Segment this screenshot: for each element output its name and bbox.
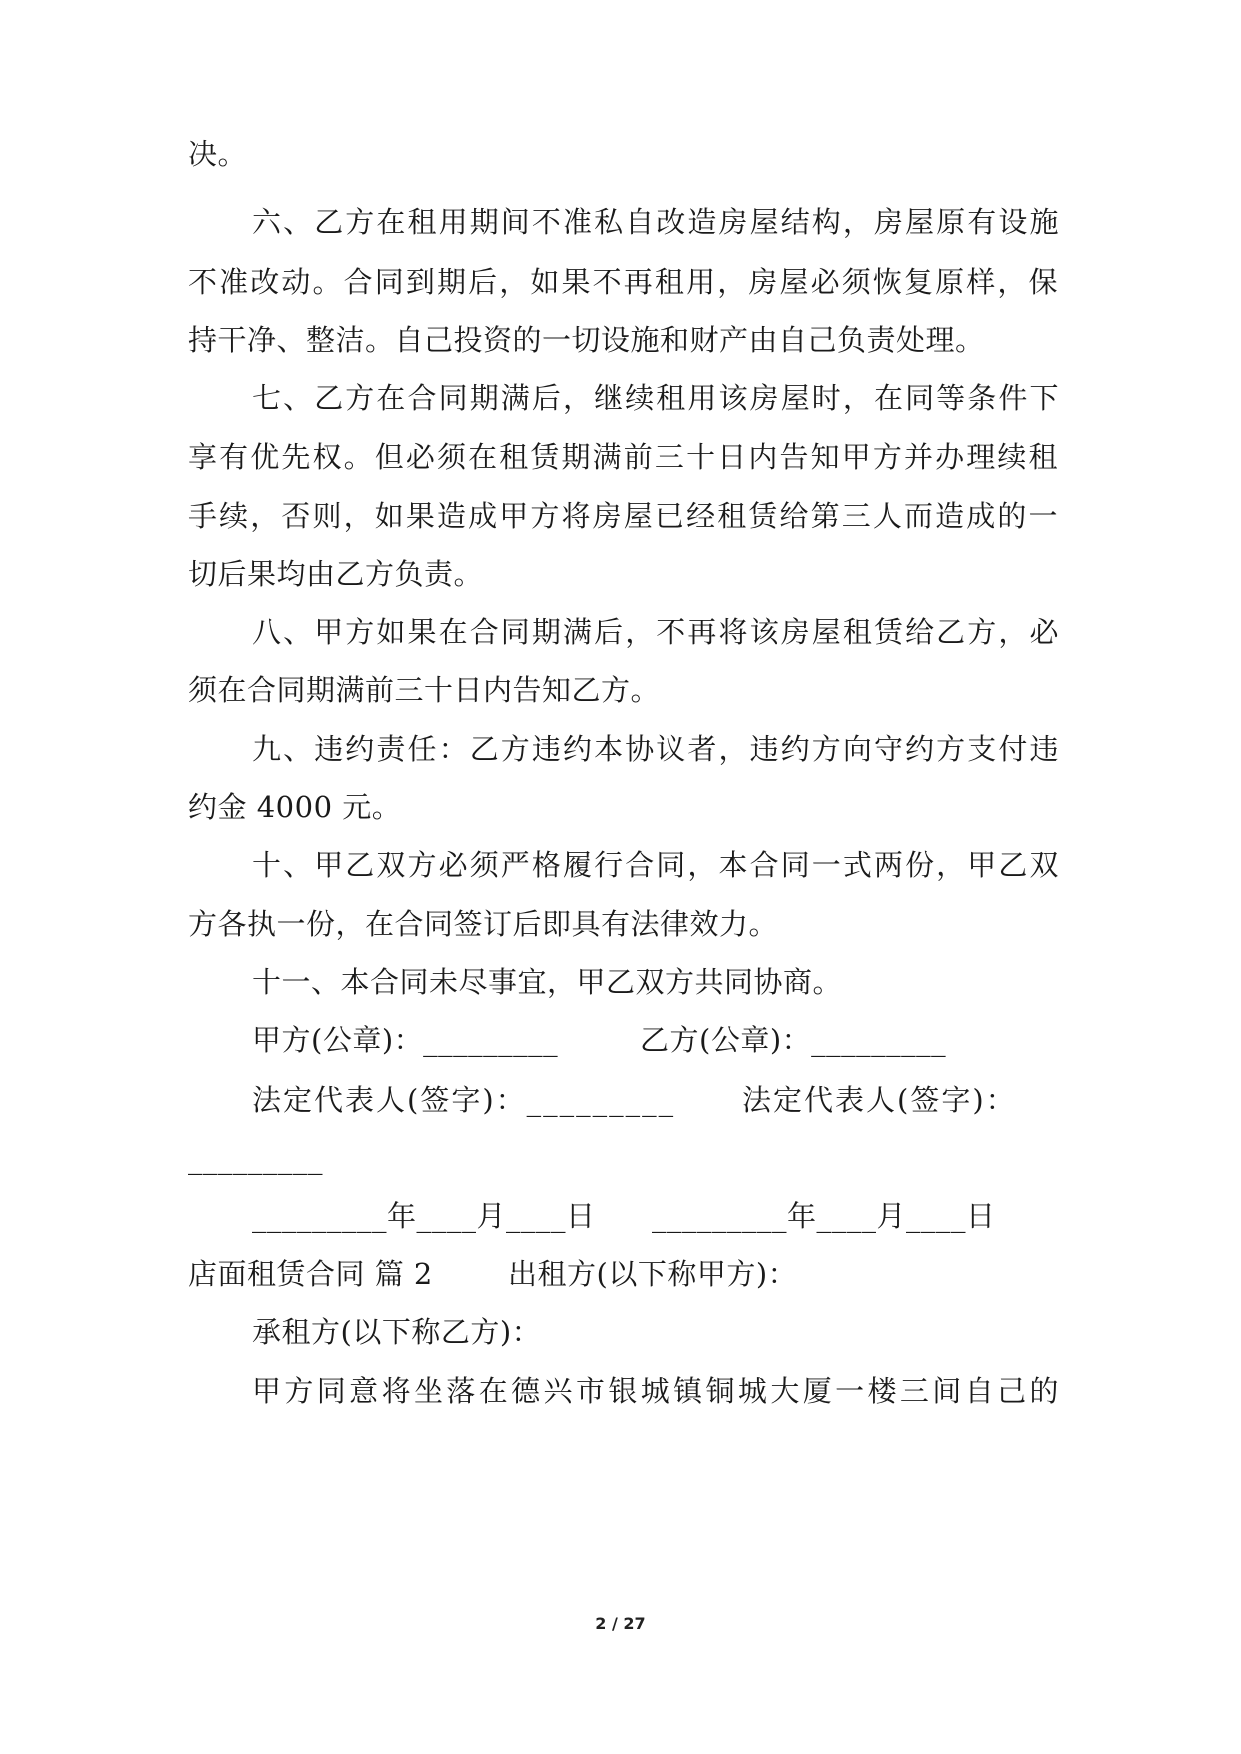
lessee-label: 承租方(以下称乙方)： xyxy=(252,1315,542,1349)
representative-b-signature: 法定代表人(签字)： xyxy=(742,1083,1017,1117)
clause-7-line-3: 手续，否则，如果造成甲方将房屋已经租赁给第三人而造成的一 xyxy=(188,499,1058,533)
clause-6-line-3: 持干净、整洁。自己投资的一切设施和财产由自己负责处理。 xyxy=(188,323,985,357)
clause-6-line-1: 六、乙方在租用期间不准私自改造房屋结构，房屋原有设施 xyxy=(252,205,1059,239)
section-first-line: 甲方同意将坐落在德兴市银城镇铜城大厦一楼三间自己的 xyxy=(252,1374,1059,1408)
clause-9-line-2: 约金 4000 元。 xyxy=(188,790,402,824)
party-a-seal: 甲方(公章)：_________ xyxy=(252,1023,559,1057)
section-title: 店面租赁合同 篇 2 xyxy=(188,1257,433,1291)
text-line-1: 决。 xyxy=(188,137,248,171)
clause-8-line-1: 八、甲方如果在合同期满后，不再将该房屋租赁给乙方，必 xyxy=(252,615,1059,649)
clause-10-line-2: 方各执一份，在合同签订后即具有法律效力。 xyxy=(188,907,779,941)
clause-6-line-2: 不准改动。合同到期后，如果不再租用，房屋必须恢复原样，保 xyxy=(188,265,1058,299)
date-party-a: _________年____月____日 xyxy=(252,1199,596,1233)
clause-7-line-1: 七、乙方在合同期满后，继续租用该房屋时，在同等条件下 xyxy=(252,381,1059,415)
clause-7-line-2: 享有优先权。但必须在租赁期满前三十日内告知甲方并办理续租 xyxy=(188,440,1058,474)
page-number: 2 / 27 xyxy=(595,1614,646,1633)
representative-b-blank: _________ xyxy=(188,1141,323,1175)
date-party-b: _________年____月____日 xyxy=(652,1199,996,1233)
clause-8-line-2: 须在合同期满前三十日内告知乙方。 xyxy=(188,673,661,707)
clause-9-line-1: 九、违约责任：乙方违约本协议者，违约方向守约方支付违 xyxy=(252,732,1059,766)
clause-7-line-4: 切后果均由乙方负责。 xyxy=(188,557,484,591)
clause-10-line-1: 十、甲乙双方必须严格履行合同，本合同一式两份，甲乙双 xyxy=(252,848,1059,882)
party-b-seal: 乙方(公章)：_________ xyxy=(640,1023,947,1057)
lessor-label: 出租方(以下称甲方)： xyxy=(508,1257,798,1291)
clause-11-line-1: 十一、本合同未尽事宜，甲乙双方共同协商。 xyxy=(252,965,843,999)
representative-a-signature: 法定代表人(签字)：_________ xyxy=(252,1083,676,1117)
